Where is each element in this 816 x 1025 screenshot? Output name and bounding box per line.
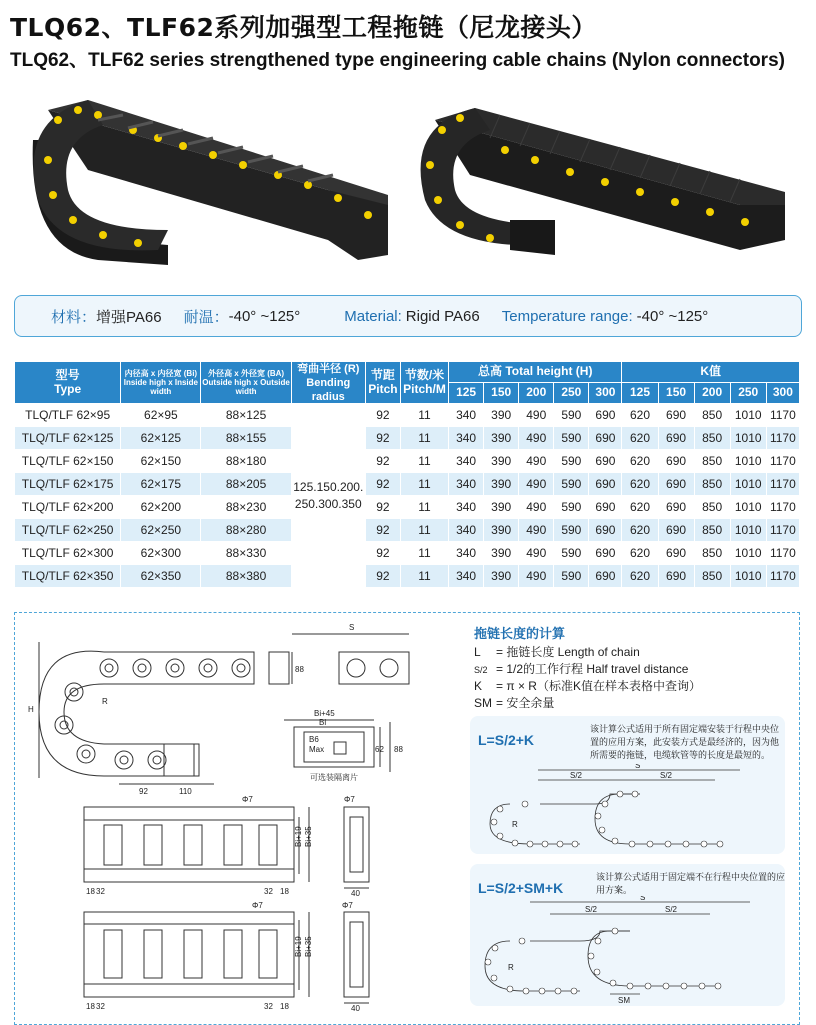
cell-total-height: 590 <box>554 427 589 450</box>
cell-k-value: 1010 <box>730 450 766 473</box>
header-pitch-en: Pitch <box>368 381 398 396</box>
header-outer-zh: 外径高 x 外径宽 (BA) <box>208 368 285 378</box>
cell-k-value: 1010 <box>730 404 766 427</box>
header-total-height-col: 200 <box>519 383 554 404</box>
cell-k-value: 1010 <box>730 542 766 565</box>
cell-k-value: 620 <box>622 542 658 565</box>
cell-total-height: 490 <box>519 404 554 427</box>
cell-k-value: 1170 <box>766 565 799 588</box>
dim-bi: Bi <box>319 718 327 727</box>
header-radius-en: Bending radius <box>306 376 351 403</box>
dim-110: 110 <box>179 787 192 796</box>
formula-offset-desc: 该计算公式适用于固定端不在行程中央位置的应用方案。 <box>596 873 786 897</box>
cell-outer: 88×330 <box>201 542 291 565</box>
cell-total-height: 390 <box>484 404 519 427</box>
cell-total-height: 340 <box>449 519 484 542</box>
cell-total-height: 340 <box>449 473 484 496</box>
cell-total-height: 490 <box>519 473 554 496</box>
dim-18c: 18 <box>86 1002 95 1011</box>
cell-outer: 88×125 <box>201 404 291 427</box>
calc-sm-desc: = 安全余量 <box>496 696 555 710</box>
cell-type: TLQ/TLF 62×350 <box>15 565 121 588</box>
dim-bi19b: Bi+19 <box>294 936 303 957</box>
calc-k-desc: = π × R（标准K值在样本表格中查询） <box>496 679 701 693</box>
cell-total-height: 340 <box>449 542 484 565</box>
f1-s2b: S/2 <box>660 771 673 780</box>
cell-pitch: 92 <box>365 427 400 450</box>
calc-s-desc: = 1/2的工作行程 Half travel distance <box>496 662 689 676</box>
cell-inner: 62×95 <box>121 404 201 427</box>
cell-pitch: 92 <box>365 565 400 588</box>
formula-box-offset <box>470 864 785 1006</box>
temp-zh-value: -40° ~125° <box>228 307 301 325</box>
cell-k-value: 850 <box>694 519 730 542</box>
calc-line-sm <box>474 694 554 711</box>
calc-line-s <box>474 660 688 677</box>
dim-h: H <box>28 705 34 714</box>
cell-k-value: 1010 <box>730 519 766 542</box>
cell-total-height: 340 <box>449 427 484 450</box>
dim-62: 62 <box>375 745 384 754</box>
cell-pitch-per-meter: 11 <box>400 450 448 473</box>
cell-total-height: 690 <box>589 450 622 473</box>
cell-total-height: 690 <box>589 404 622 427</box>
cell-k-value: 620 <box>622 519 658 542</box>
header-outer <box>201 362 291 404</box>
f1-s2a: S/2 <box>570 771 583 780</box>
page-subtitle: TLQ62、TLF62 series strengthened type engineering cable chains (Nylon connectors) <box>10 50 785 71</box>
cell-k-value: 690 <box>658 565 694 588</box>
cell-type: TLQ/TLF 62×125 <box>15 427 121 450</box>
dim-s: S <box>349 623 355 632</box>
header-type-en: Type <box>54 381 82 396</box>
dim-max: Max <box>309 745 325 754</box>
temp-en-label: Temperature range: <box>501 307 633 325</box>
bending-radius-line1: 125.150.200. <box>293 480 364 495</box>
table-row <box>15 473 800 496</box>
dim-32d: 32 <box>264 1002 273 1011</box>
header-total-height-col: 125 <box>449 383 484 404</box>
dim-bi35: Bi+35 <box>304 826 313 847</box>
cell-k-value: 850 <box>694 565 730 588</box>
material-en-label: Material: <box>344 307 402 325</box>
cell-k-value: 690 <box>658 542 694 565</box>
cell-total-height: 590 <box>554 565 589 588</box>
cell-pitch: 92 <box>365 519 400 542</box>
cell-k-value: 1170 <box>766 427 799 450</box>
cell-outer: 88×205 <box>201 473 291 496</box>
f1-r: R <box>512 820 518 829</box>
header-k-value-col: 200 <box>694 383 730 404</box>
cell-total-height: 590 <box>554 519 589 542</box>
cell-k-value: 620 <box>622 496 658 519</box>
header-inner <box>121 362 201 404</box>
table-row <box>15 404 800 427</box>
dim-88: 88 <box>295 665 304 674</box>
cell-total-height: 590 <box>554 542 589 565</box>
cell-total-height: 690 <box>589 565 622 588</box>
cell-k-value: 1170 <box>766 542 799 565</box>
cell-pitch-per-meter: 11 <box>400 519 448 542</box>
cell-total-height: 340 <box>449 565 484 588</box>
header-total-height-col: 300 <box>589 383 622 404</box>
header-k-value-col: 300 <box>766 383 799 404</box>
dim-bi19: Bi+19 <box>294 826 303 847</box>
spec-table <box>14 361 800 588</box>
formula-offset: L=S/2+SM+K <box>478 880 564 896</box>
cell-total-height: 490 <box>519 542 554 565</box>
cell-outer: 88×280 <box>201 519 291 542</box>
dim-bi35b: Bi+35 <box>304 936 313 957</box>
cell-type: TLQ/TLF 62×250 <box>15 519 121 542</box>
calc-s-symbol: S/2 <box>474 665 488 675</box>
table-row <box>15 519 800 542</box>
cell-outer: 88×230 <box>201 496 291 519</box>
cell-total-height: 590 <box>554 450 589 473</box>
header-type <box>15 362 121 404</box>
header-k-value-col: 250 <box>730 383 766 404</box>
header-pitch-zh: 节距 <box>370 367 395 382</box>
dim-40: 40 <box>351 889 360 898</box>
calc-line-l <box>474 643 640 660</box>
formula-offset-diagram <box>470 896 785 1006</box>
removable-note: 可选装隔离片 <box>310 773 358 782</box>
cell-pitch-per-meter: 11 <box>400 473 448 496</box>
cell-inner: 62×175 <box>121 473 201 496</box>
cell-k-value: 690 <box>658 450 694 473</box>
cell-inner: 62×200 <box>121 496 201 519</box>
cell-k-value: 1170 <box>766 519 799 542</box>
cell-k-value: 690 <box>658 496 694 519</box>
product-photo-closed-chain <box>410 80 790 280</box>
cell-outer: 88×380 <box>201 565 291 588</box>
cell-k-value: 1010 <box>730 496 766 519</box>
cell-inner: 62×350 <box>121 565 201 588</box>
cell-total-height: 590 <box>554 496 589 519</box>
cell-k-value: 620 <box>622 565 658 588</box>
header-k-value-col: 125 <box>622 383 658 404</box>
cell-pitch-per-meter: 11 <box>400 542 448 565</box>
cell-type: TLQ/TLF 62×300 <box>15 542 121 565</box>
header-k-value-col: 150 <box>658 383 694 404</box>
dim-18: 18 <box>86 887 95 896</box>
cell-total-height: 690 <box>589 542 622 565</box>
header-total-height: 总高 Total height (H) <box>449 362 622 383</box>
cell-total-height: 590 <box>554 404 589 427</box>
dim-32c: 32 <box>96 1002 105 1011</box>
cell-k-value: 690 <box>658 427 694 450</box>
dim-32b: 32 <box>264 887 273 896</box>
cell-k-value: 620 <box>622 473 658 496</box>
cell-total-height: 690 <box>589 427 622 450</box>
cell-outer: 88×180 <box>201 450 291 473</box>
cell-total-height: 490 <box>519 450 554 473</box>
cell-pitch: 92 <box>365 404 400 427</box>
cell-total-height: 590 <box>554 473 589 496</box>
dim-b6: B6 <box>309 735 319 744</box>
cell-type: TLQ/TLF 62×95 <box>15 404 121 427</box>
temp-zh-label: 耐温： <box>183 308 229 326</box>
cell-inner: 62×250 <box>121 519 201 542</box>
f2-s: S <box>640 896 646 902</box>
dim-18b: 18 <box>280 887 289 896</box>
cell-total-height: 390 <box>484 427 519 450</box>
header-type-zh: 型号 <box>55 367 80 382</box>
cell-outer: 88×155 <box>201 427 291 450</box>
f2-s2b: S/2 <box>665 905 678 914</box>
cell-total-height: 340 <box>449 496 484 519</box>
cell-pitch: 92 <box>365 473 400 496</box>
calc-sm-symbol: SM <box>474 696 492 710</box>
material-temperature-bar <box>14 295 802 337</box>
formula-central: L=S/2+K <box>478 732 535 748</box>
cell-pitch-per-meter: 11 <box>400 496 448 519</box>
header-total-height-col: 150 <box>484 383 519 404</box>
cell-k-value: 850 <box>694 450 730 473</box>
dim-phi7a: Φ7 <box>242 795 253 804</box>
cell-total-height: 490 <box>519 496 554 519</box>
cell-pitch-per-meter: 11 <box>400 404 448 427</box>
cell-k-value: 850 <box>694 473 730 496</box>
calc-l-desc: = 拖链长度 Length of chain <box>496 645 640 659</box>
cell-total-height: 690 <box>589 473 622 496</box>
temp-en-value: -40° ~125° <box>636 307 709 325</box>
header-pitch <box>365 362 400 404</box>
header-radius <box>291 362 365 404</box>
cell-total-height: 390 <box>484 496 519 519</box>
calc-title: 拖链长度的计算 <box>474 627 566 642</box>
cell-bending-radius <box>291 404 365 588</box>
header-k-value: K值 <box>622 362 800 383</box>
dim-phi7d: Φ7 <box>342 901 353 910</box>
dim-88b: 88 <box>394 745 403 754</box>
cell-type: TLQ/TLF 62×200 <box>15 496 121 519</box>
dim-r: R <box>102 697 108 706</box>
cell-k-value: 850 <box>694 404 730 427</box>
formula-central-diagram <box>470 764 785 854</box>
table-row <box>15 542 800 565</box>
calc-k-symbol: K <box>474 679 483 693</box>
dim-40b: 40 <box>351 1004 360 1013</box>
formula-box-central <box>470 716 785 854</box>
cell-pitch: 92 <box>365 496 400 519</box>
cell-k-value: 850 <box>694 542 730 565</box>
bending-radius-line2: 250.300.350 <box>294 496 362 511</box>
table-row <box>15 565 800 588</box>
cell-k-value: 850 <box>694 496 730 519</box>
cell-inner: 62×125 <box>121 427 201 450</box>
cell-total-height: 390 <box>484 473 519 496</box>
material-en-value: Rigid PA66 <box>405 307 480 325</box>
header-ppm <box>400 362 448 404</box>
cell-k-value: 1010 <box>730 565 766 588</box>
header-total-height-col: 250 <box>554 383 589 404</box>
header-inner-en: Inside high x Inside width <box>123 378 198 397</box>
cell-total-height: 490 <box>519 565 554 588</box>
dim-92: 92 <box>139 787 148 796</box>
cell-total-height: 490 <box>519 427 554 450</box>
cell-pitch: 92 <box>365 542 400 565</box>
dim-phi7b: Φ7 <box>344 795 355 804</box>
table-row <box>15 496 800 519</box>
cell-k-value: 850 <box>694 427 730 450</box>
formula-central-desc: 该计算公式适用于所有固定端安装于行程中央位置的应用方案，此安装方式是最经济的，因为他所需要的拖链，电缆软管等的长度是最短的。 <box>590 725 780 762</box>
dim-bi45: Bi+45 <box>314 709 335 718</box>
dim-18d: 18 <box>280 1002 289 1011</box>
cell-total-height: 690 <box>589 519 622 542</box>
header-radius-zh: 弯曲半径 (R) <box>297 363 360 375</box>
header-ppm-en: Pitch/M <box>403 381 446 396</box>
cell-k-value: 1170 <box>766 450 799 473</box>
cell-total-height: 690 <box>589 496 622 519</box>
cell-k-value: 1170 <box>766 473 799 496</box>
f2-s2a: S/2 <box>585 905 598 914</box>
cell-k-value: 1010 <box>730 473 766 496</box>
f2-r: R <box>508 963 514 972</box>
f2-sm: SM <box>618 996 630 1005</box>
cell-k-value: 690 <box>658 404 694 427</box>
table-row <box>15 427 800 450</box>
header-outer-en: Outside high x Outside width <box>202 378 290 397</box>
cell-total-height: 390 <box>484 519 519 542</box>
dim-phi7c: Φ7 <box>252 901 263 910</box>
material-zh-value: 增强PA66 <box>96 308 162 326</box>
cell-k-value: 1010 <box>730 427 766 450</box>
cell-pitch-per-meter: 11 <box>400 427 448 450</box>
cell-k-value: 1170 <box>766 496 799 519</box>
cell-total-height: 390 <box>484 542 519 565</box>
cell-k-value: 690 <box>658 519 694 542</box>
cell-k-value: 1170 <box>766 404 799 427</box>
cell-pitch: 92 <box>365 450 400 473</box>
cell-inner: 62×300 <box>121 542 201 565</box>
cell-inner: 62×150 <box>121 450 201 473</box>
cell-k-value: 620 <box>622 427 658 450</box>
cell-type: TLQ/TLF 62×175 <box>15 473 121 496</box>
header-ppm-zh: 节数/米 <box>404 367 445 382</box>
product-photo-frame-chain <box>28 80 398 280</box>
cell-total-height: 340 <box>449 404 484 427</box>
cell-total-height: 390 <box>484 565 519 588</box>
cell-k-value: 620 <box>622 404 658 427</box>
cell-total-height: 490 <box>519 519 554 542</box>
material-zh-label: 材料： <box>51 308 97 326</box>
cell-total-height: 390 <box>484 450 519 473</box>
calc-l-symbol: L <box>474 645 481 659</box>
dim-32: 32 <box>96 887 105 896</box>
table-row <box>15 450 800 473</box>
header-inner-zh: 内径高 x 内径宽 (Bi) <box>124 368 198 378</box>
page-title: TLQ62、TLF62系列加强型工程拖链（尼龙接头） <box>10 13 597 42</box>
cell-k-value: 690 <box>658 473 694 496</box>
cell-total-height: 340 <box>449 450 484 473</box>
technical-drawing <box>14 612 474 1025</box>
cell-k-value: 620 <box>622 450 658 473</box>
calc-line-k <box>474 677 701 694</box>
cell-type: TLQ/TLF 62×150 <box>15 450 121 473</box>
f1-s: S <box>635 764 641 770</box>
cell-pitch-per-meter: 11 <box>400 565 448 588</box>
